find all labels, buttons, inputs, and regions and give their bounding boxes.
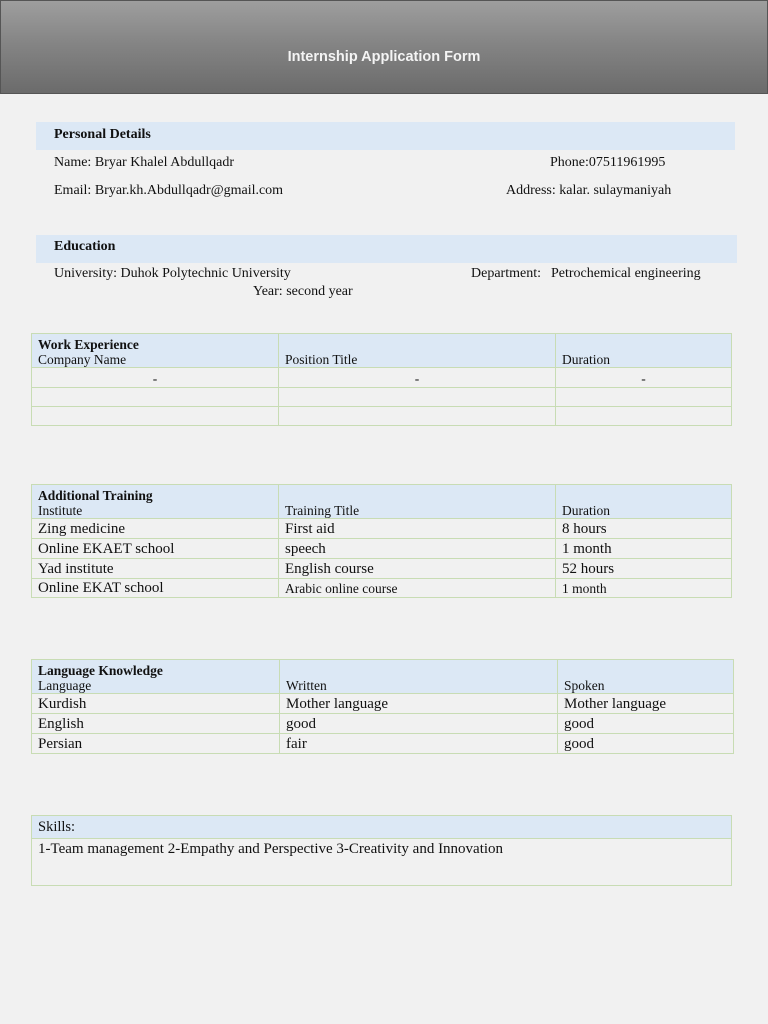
department-label: Department: — [471, 266, 541, 281]
spoken-header: Spoken — [558, 660, 734, 694]
skills-text: 1-Team management 2-Empathy and Perspective 3-Creativity and Innovation — [32, 839, 732, 886]
training-title-header: Training Title — [279, 485, 556, 519]
table-cell: Online EKAET school — [32, 539, 279, 559]
language-knowledge-caption: Language Knowledge — [38, 663, 163, 678]
form-banner — [0, 0, 768, 94]
skills-heading: Skills: — [32, 816, 732, 839]
table-cell: 1 month — [556, 579, 732, 598]
company-name-header: Work Experience Company Name — [32, 334, 279, 368]
table-cell: Persian — [32, 734, 280, 754]
duration-header: Duration — [556, 334, 732, 368]
department-field: Petrochemical engineering — [551, 266, 701, 281]
table-cell: good — [558, 734, 734, 754]
additional-training-caption: Additional Training — [38, 488, 153, 503]
table-cell: Arabic online course — [279, 579, 556, 598]
table-cell: English course — [279, 559, 556, 579]
work-experience-table — [31, 333, 732, 426]
table-cell: English — [32, 714, 280, 734]
name-field: Name: Bryar Khalel Abdullqadr — [54, 155, 235, 170]
duration-header: Duration — [556, 485, 732, 519]
table-cell: fair — [280, 734, 558, 754]
address-field: Address: kalar. sulaymaniyah — [506, 183, 672, 198]
table-cell: 8 hours — [556, 519, 732, 539]
table-cell: 1 month — [556, 539, 732, 559]
form-title: Internship Application Form — [287, 49, 481, 65]
table-cell: - — [279, 368, 556, 388]
table-cell — [32, 388, 279, 407]
table-cell: Mother language — [558, 694, 734, 714]
table-cell — [279, 388, 556, 407]
education-heading: Education — [36, 235, 737, 263]
institute-header: Additional Training Institute — [32, 485, 279, 519]
phone-field: Phone:07511961995 — [550, 155, 666, 170]
table-cell: speech — [279, 539, 556, 559]
language-knowledge-table — [31, 659, 734, 754]
table-cell: Kurdish — [32, 694, 280, 714]
table-cell: - — [556, 368, 732, 388]
table-cell: Zing medicine — [32, 519, 279, 539]
table-cell: 52 hours — [556, 559, 732, 579]
written-header: Written — [280, 660, 558, 694]
table-cell: - — [32, 368, 279, 388]
table-cell — [556, 388, 732, 407]
university-field: University: Duhok Polytechnic University — [54, 266, 291, 281]
table-cell: good — [558, 714, 734, 734]
table-cell — [32, 407, 279, 426]
additional-training-table — [31, 484, 732, 598]
table-cell: Yad institute — [32, 559, 279, 579]
table-cell — [556, 407, 732, 426]
table-cell: Mother language — [280, 694, 558, 714]
table-cell: good — [280, 714, 558, 734]
table-cell: Online EKAT school — [32, 579, 279, 598]
email-field: Email: Bryar.kh.Abdullqadr@gmail.com — [54, 183, 284, 198]
position-title-header: Position Title — [279, 334, 556, 368]
table-cell: First aid — [279, 519, 556, 539]
language-header: Language Knowledge Language — [32, 660, 280, 694]
table-cell — [279, 407, 556, 426]
skills-table — [31, 815, 732, 886]
work-experience-caption: Work Experience — [38, 337, 139, 352]
year-field: Year: second year — [253, 284, 353, 299]
personal-details-heading: Personal Details — [36, 122, 735, 150]
